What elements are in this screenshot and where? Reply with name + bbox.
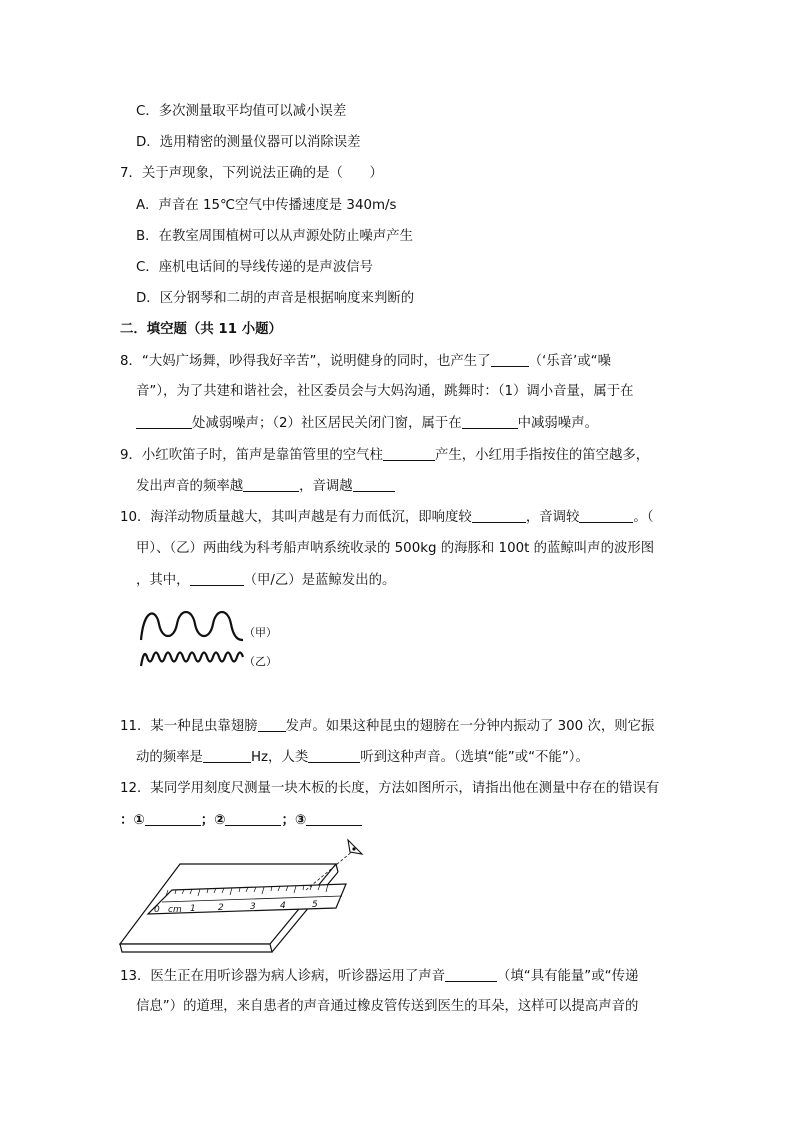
answer-blank[interactable] <box>306 811 362 826</box>
q13-text-2: （填“具有能量”或“传递 <box>497 969 639 984</box>
question-12-line-2 <box>120 811 362 830</box>
q11-text-3: 动的频率是 <box>136 750 203 765</box>
section-heading: 二．填空题（共 11 小题） <box>120 322 282 337</box>
question-11-line-1 <box>120 717 654 736</box>
q11-text-4: Hz，人类 <box>250 750 309 765</box>
answer-blank[interactable] <box>472 508 526 523</box>
q12-prefix: ： <box>120 813 134 828</box>
q8-text-2: （‘乐音’或“噪 <box>528 354 611 369</box>
question-7-option-b: B．在教室周围植树可以从声源处防止噪声产生 <box>136 229 413 244</box>
q9-text-1: 9．小红吹笛子时，笛声是靠笛管里的空气柱 <box>120 448 383 463</box>
q13-text-1: 13．医生正在用听诊器为病人诊病，听诊器运用了声音 <box>120 969 446 984</box>
q10-text-2: ，音调较 <box>525 510 580 525</box>
ruler-label-2: 2 <box>218 903 224 913</box>
board-side <box>120 944 272 952</box>
marker-1: ① <box>133 813 145 828</box>
answer-blank[interactable] <box>136 414 192 429</box>
q10-text-3: 。（ <box>633 510 654 525</box>
eye-icon <box>348 840 362 854</box>
question-11-line-2 <box>136 748 589 767</box>
question-10-line-1 <box>120 508 653 527</box>
question-7-option-d: D．区分钢琴和二胡的声音是根据响度来判断的 <box>136 291 415 306</box>
question-10-line-3 <box>136 571 395 590</box>
q9-text-2: 产生，小红用手指按住的笛空越多， <box>434 448 650 463</box>
answer-blank[interactable] <box>462 414 518 429</box>
ruler-label-3: 3 <box>250 902 256 912</box>
ruler-label-1: 1 <box>190 904 196 914</box>
answer-blank[interactable] <box>203 748 251 763</box>
waveform-jia <box>141 612 243 640</box>
q10-text-5: （甲/乙）是蓝鲸发出的。 <box>243 573 396 588</box>
q9-text-3: 发出声音的频率越 <box>136 479 244 494</box>
option-c-prev: C．多次测量取平均值可以减小误差 <box>136 104 347 119</box>
q10-text-4: ，其中， <box>136 573 190 588</box>
waveform-figure <box>136 600 296 676</box>
question-9-line-1 <box>120 446 649 465</box>
q8-text-4: 中减弱噪声。 <box>517 416 598 431</box>
q11-text-1: 11．某一种昆虫靠翅膀 <box>120 719 258 734</box>
q9-text-4: ，音调越 <box>299 479 353 494</box>
answer-blank[interactable] <box>491 352 529 367</box>
question-8-line-3 <box>136 414 598 433</box>
question-7-stem: 7．关于声现象，下列说法正确的是（ ） <box>120 166 383 181</box>
answer-blank[interactable] <box>225 811 281 826</box>
q11-text-5: 听到这种声音。（选填“能”或“不能”）。 <box>360 750 589 765</box>
question-12-line-1: 12．某同学用刻度尺测量一块木板的长度，方法如图所示，请指出他在测量中存在的错误有 <box>120 781 660 796</box>
ruler-figure <box>110 836 390 960</box>
question-8-line-2: 音”），为了共建和谐社会，社区委员会与大妈沟通，跳舞时：（1）调小音量，属于在 <box>136 384 634 399</box>
marker-3: ③ <box>294 813 307 828</box>
question-9-line-2 <box>136 477 395 496</box>
label-jia: （甲） <box>244 626 277 639</box>
question-8-line-1 <box>120 352 611 371</box>
separator: ； <box>200 813 215 828</box>
q8-text-1: 8．“大妈广场舞，吵得我好辛苦”，说明健身的同时，也产生了 <box>120 354 491 369</box>
question-10-line-2: 甲）、（乙）两曲线为科考船声呐系统收录的 500kg 的海豚和 100t 的蓝鲸叫声的波形图 <box>136 541 655 556</box>
question-13-line-2: 信息”）的道理，来自患者的声音通过橡皮管传送到医生的耳朵，这样可以提高声音的 <box>136 999 639 1014</box>
answer-blank[interactable] <box>190 571 244 586</box>
ruler-label-0: 0 <box>154 905 160 915</box>
question-13-line-1 <box>120 967 638 986</box>
separator: ； <box>281 813 295 828</box>
answer-blank[interactable] <box>258 717 286 732</box>
ruler-label-5: 5 <box>312 900 318 910</box>
answer-blank[interactable] <box>243 477 299 492</box>
waveform-yi <box>141 653 243 667</box>
q8-text-3: 处减弱噪声；（2）社区居民关闭门窗，属于在 <box>192 416 462 431</box>
label-yi: （乙） <box>244 655 277 668</box>
answer-blank[interactable] <box>308 748 360 763</box>
ruler-label-4: 4 <box>280 901 286 911</box>
option-d-prev: D．选用精密的测量仪器可以消除误差 <box>136 135 361 150</box>
answer-blank[interactable] <box>353 477 395 492</box>
marker-2: ② <box>214 813 226 828</box>
answer-blank[interactable] <box>383 446 435 461</box>
answer-blank[interactable] <box>145 811 201 826</box>
question-7-option-c: C．座机电话间的导线传递的是声波信号 <box>136 260 373 275</box>
answer-blank[interactable] <box>579 508 633 523</box>
answer-blank[interactable] <box>445 967 497 982</box>
q11-text-2: 发声。如果这种昆虫的翅膀在一分钟内振动了 300 次，则它振 <box>285 719 655 734</box>
q10-text-1: 10．海洋动物质量越大，其叫声越是有力而低沉，即响度较 <box>120 510 472 525</box>
question-7-option-a: A．声音在 15℃空气中传播速度是 340m/s <box>136 198 397 213</box>
ruler-label-cm: cm <box>168 905 182 915</box>
